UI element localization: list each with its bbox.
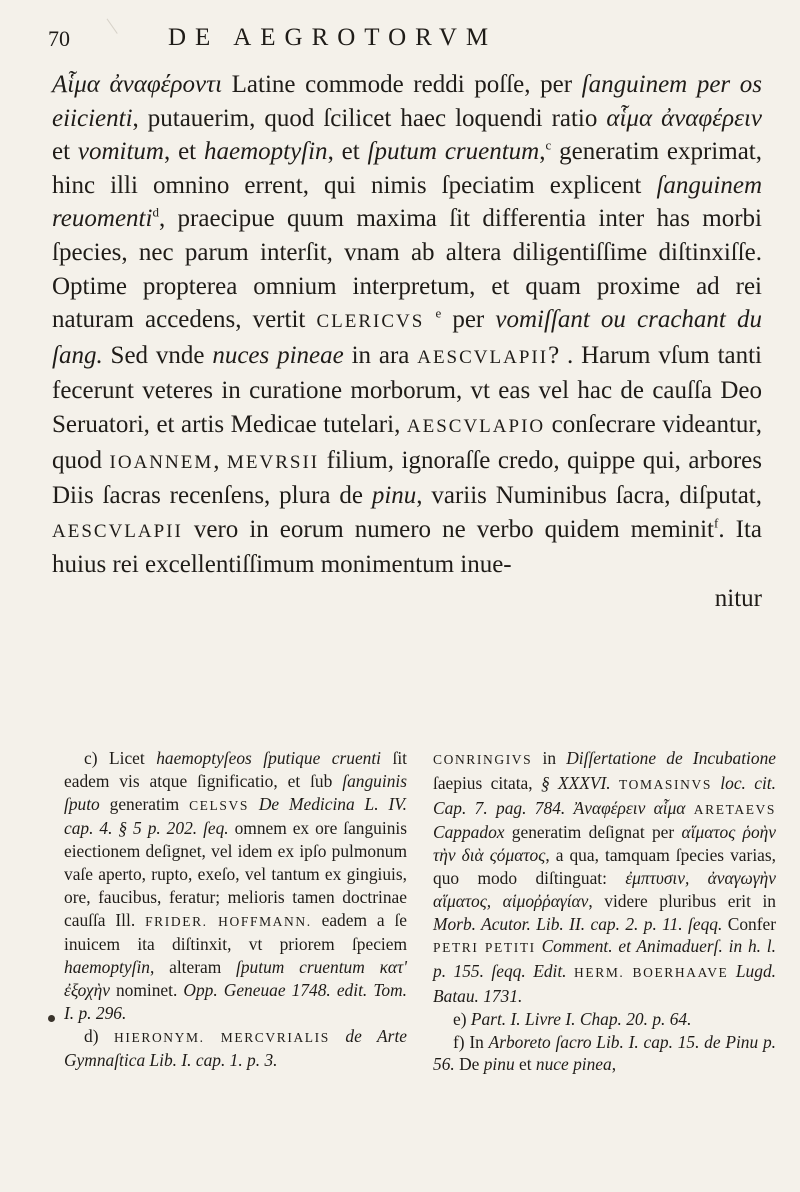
footnote-d-continued: CONRINGIVS in Diſſertatione de Incubatione ſaepius citata, § XXXVI. TOMASINVS loc. cit. Cap. 7. pag. 784. Ἀναφέρειν αἷμα ARETAEVS Cappadox generatim deſignat per αἵματος ῥοὴν τὴν διὰ ςόματος, a qua, tamquam ſpecies varias, quo modo diſtinguat: ἐμπτυσιν, ἀναγωγὴν αἵματος, αἱμοῤῥαγίαν, videre pluribus erit in Morb. Acutor. Lib. II. cap. 2. p. 11. ſeqq. Confer PETRI PETITI Comment. et Animaduerſ. in h. l. p. 155. ſeqq. Edit. HERM. BOERHAAVE Lugd. Batau. 1731. xyxy=(433,748,777,1006)
footnote-d: d) HIERONYM. MERCVRIALIS de Arte Gymnaſtica Lib. I. cap. 1. p. 3. xyxy=(64,1025,407,1071)
main-paragraph-body: Αἷμα ἀναφέροντι Latine commode reddi poſſe, per ſanguinem per os eiicienti, putauerim, quod ſcilicet haec loquendi ratio αἷμα ἀναφέρειν et vomitum, et haemoptyſin, et ſputum cruentum,$^c$ generatim exprimat, hinc illi omnino errent, qui nimis ſpeciatim explicent ſanguinem reuomenti$^d$, praecipue quum maxima ſit differentia inter has morbi ſpecies, nec parum interſit, vnam ab altera diligentiſſime diſtinxiſſe. Optime propterea omnium interpretum, et quam proxime ad rei naturam accedens, vertit CLERICVS $^e$ per vomiſſant ou crachant du ſang. Sed vnde nuces pineae in ara AESCVLAPII? . Harum vſum tanti fecerunt veteres in curatione morborum, vt eas vel hac de cauſſa Deo Seruatori, et artis Medicae tutelari, AESCVLAPIO conſecrare videantur, quod IOANNEM, MEVRSII filium, ignoraſſe credo, quippe qui, arbores Diis ſacras recenſens, plura de pinu, variis Numinibus ſacra, diſputat, AESCVLAPII vero in eorum numero ne verbo quidem meminit$^f$. Ita huius rei excellentiſſimum monimentum inue- xyxy=(52,71,763,579)
footnote-f: f) In Arboreto ſacro Lib. I. cap. 15. de Pinu p. 56. De pinu et nuce pinea, xyxy=(433,1031,776,1075)
running-title: DE AEGROTORVM xyxy=(168,24,498,51)
page-header xyxy=(48,22,760,56)
footnotes-left-column xyxy=(64,747,407,1076)
footnote-e: e) Part. I. Livre I. Chap. 20. p. 64. xyxy=(453,1008,692,1029)
footnotes-right-column xyxy=(433,747,776,1076)
footnote-c: c) Licet haemoptyſeos ſputique cruenti ſit eadem vis atque ſignificatio, et ſub ſanguinis ſputo generatim CELSVS De Medicina L. IV. cap. 4. § 5 p. 202. ſeq. omnem ex ore ſanguinis eiectionem deſignet, vel idem ex ipſo pulmonum vaſe aperto, rupto, exeſo, vel tantum ex gingiuis, ore, faucibus, feratur; melioris tamen doctrinae cauſſa Ill. FRIDER. HOFFMANN. eadem a ſe inuicem ita diſtinxit, vt priorem ſpeciem haemoptyſin, alteram ſputum cruentum κατ' ἐξοχὴν nominet. Opp. Geneuae 1748. edit. Tom. I. p. 296. xyxy=(64,748,408,1023)
main-text xyxy=(52,68,762,616)
page-number: 70 xyxy=(48,26,70,51)
main-paragraph xyxy=(52,68,762,616)
ink-dot xyxy=(48,1015,55,1022)
footnotes xyxy=(64,747,776,1076)
main-paragraph-end: nitur xyxy=(714,584,762,612)
